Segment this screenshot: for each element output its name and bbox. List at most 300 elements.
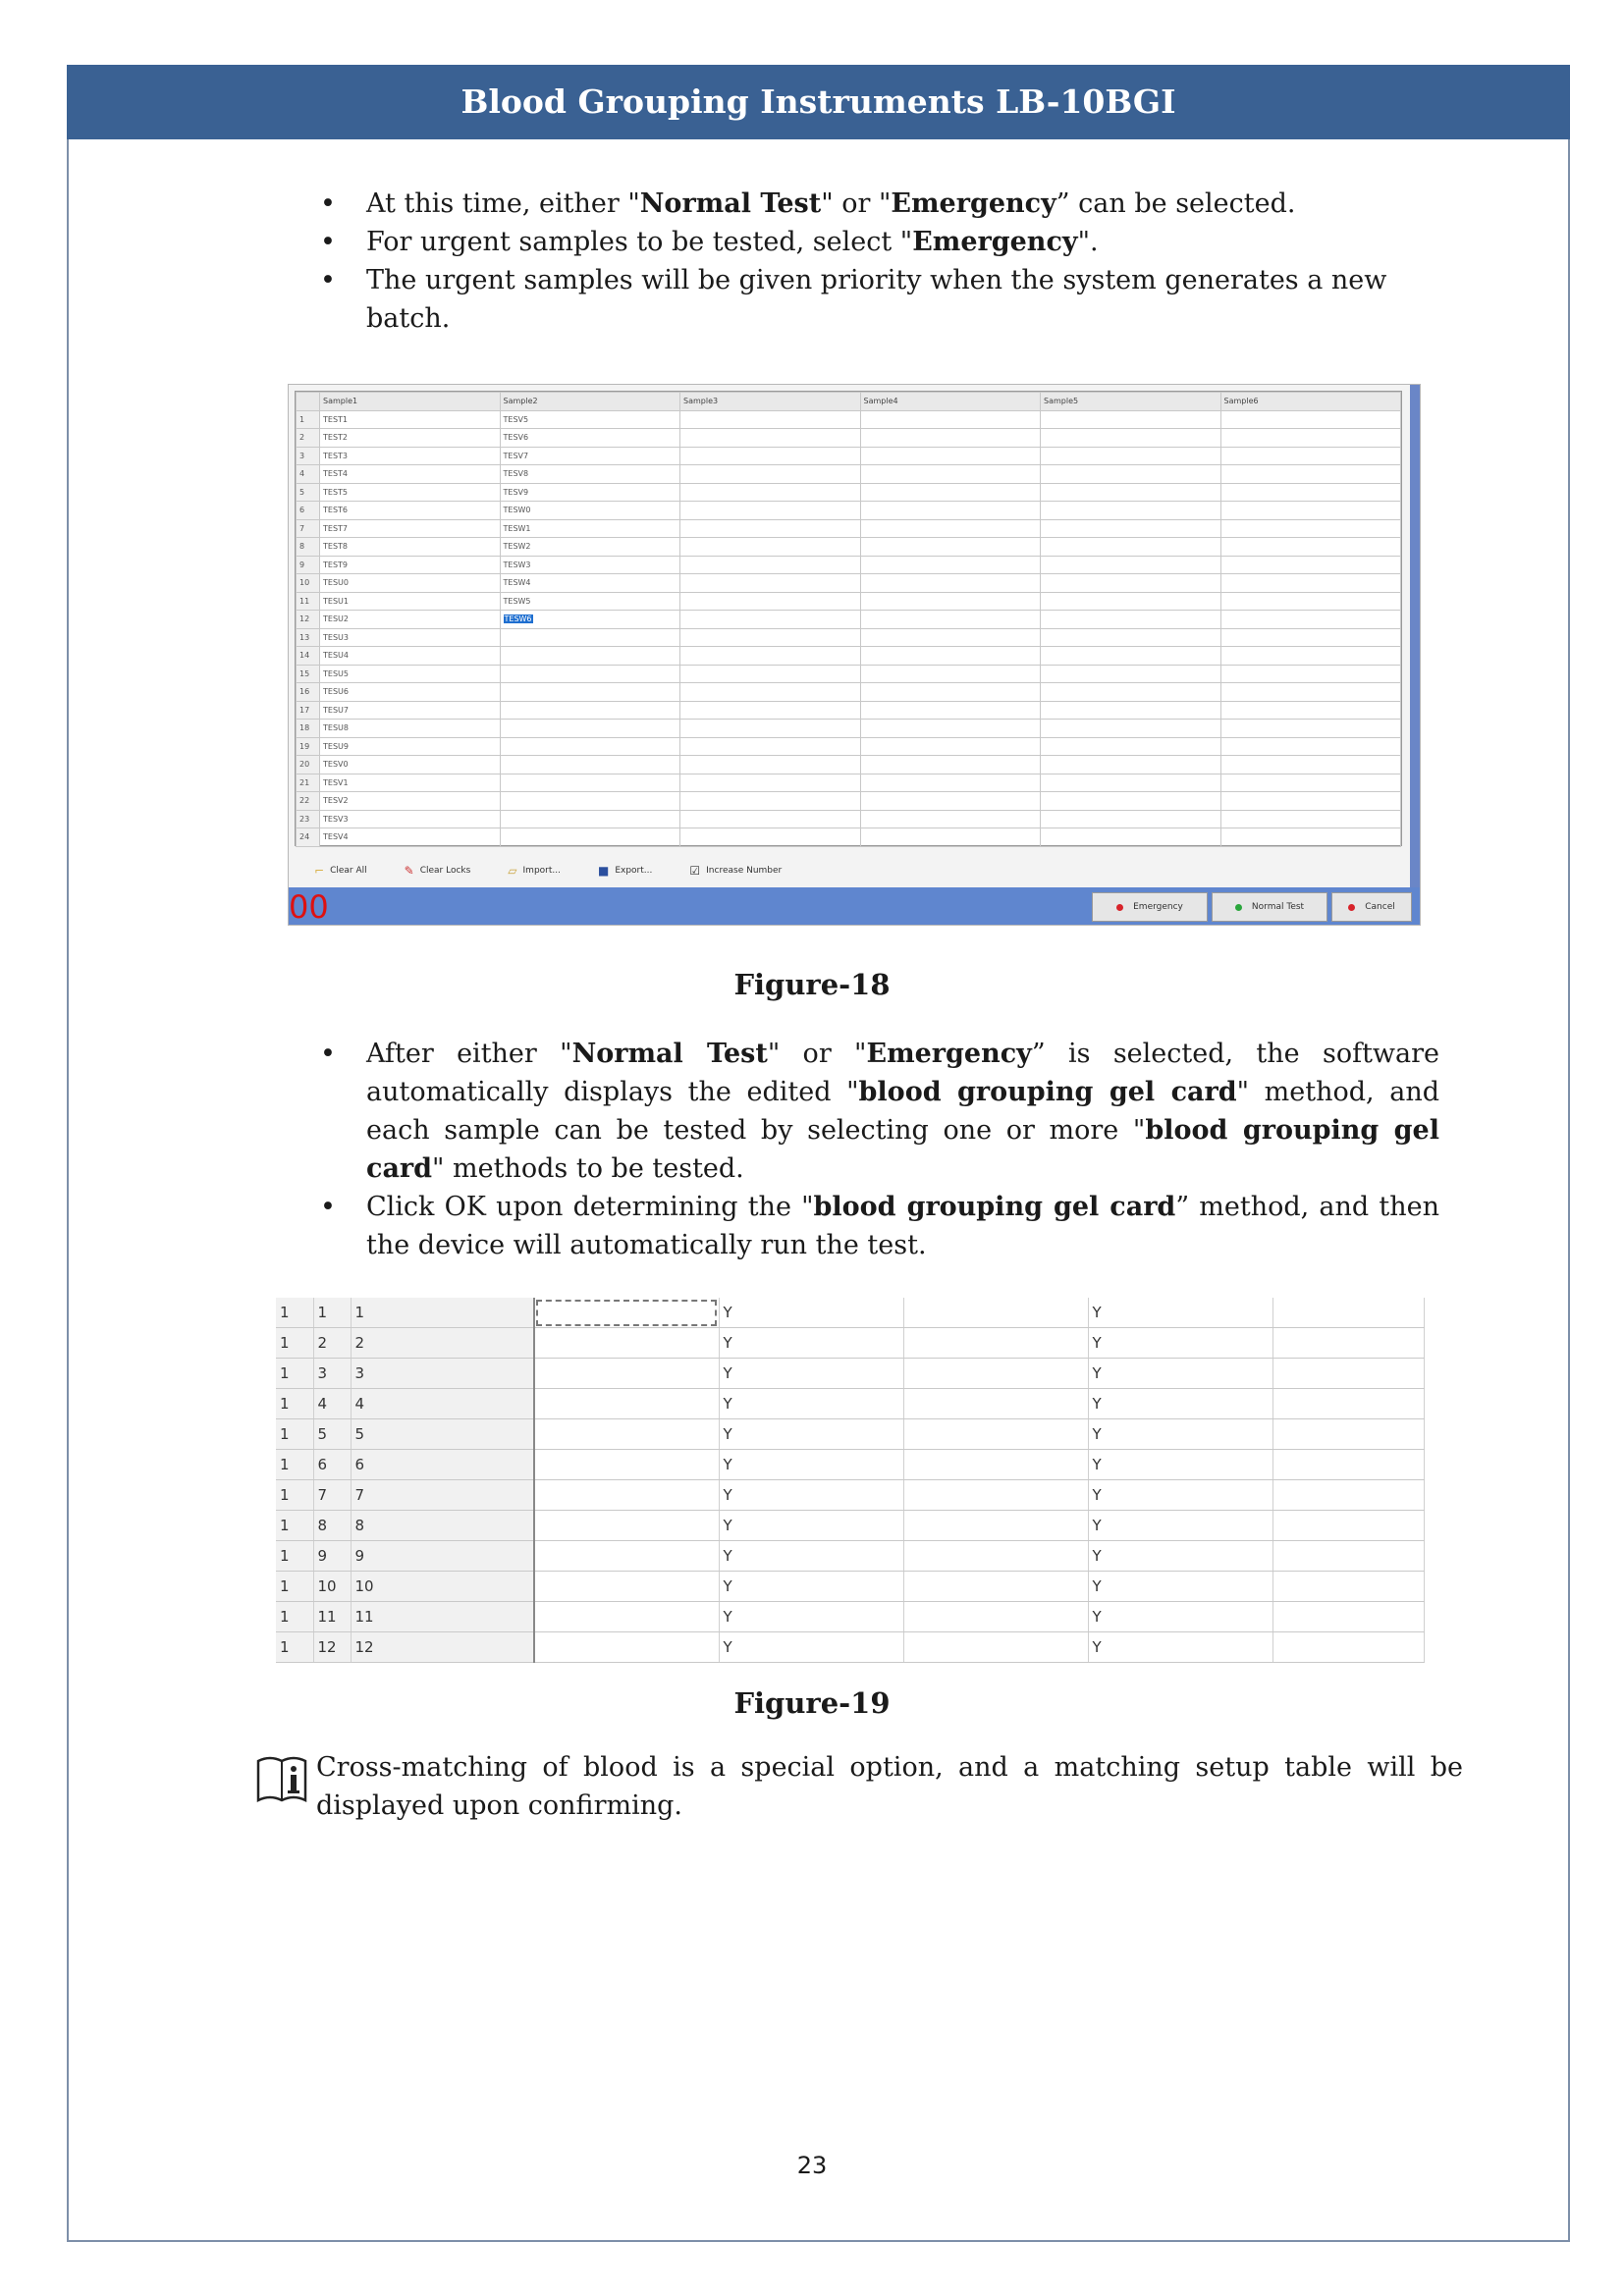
bullet-method-display: • After either "Normal Test" or "Emergency” is selected, the software automatically displays the edited "blood grouping gel card" method, and each sample can be tested by selecting one or more "blood grouping gel card" methods to be tested. [320,1035,1439,1188]
sample-cell[interactable] [1041,592,1221,611]
method-cell[interactable]: Y [719,1419,903,1450]
sample-cell[interactable] [1220,756,1401,774]
row-number[interactable]: 14 [297,647,320,666]
method-cell[interactable]: 12 [351,1632,534,1663]
sample-row [297,665,1401,683]
column-header[interactable]: Sample2 [500,393,680,411]
sample-cell[interactable]: TESU8 [320,720,501,738]
sample-cell[interactable] [860,665,1041,683]
row-number[interactable]: 20 [297,756,320,774]
method-table [276,1298,1425,1663]
sample-cell[interactable] [860,574,1041,593]
sample-cell[interactable] [680,756,861,774]
sample-cell[interactable] [1041,483,1221,502]
sample-cell[interactable]: TESW4 [500,574,680,593]
sample-cell[interactable] [860,519,1041,538]
method-cell[interactable]: Y [719,1572,903,1602]
method-cell[interactable]: 1 [351,1298,534,1328]
method-row [276,1602,1425,1632]
method-cell[interactable]: 10 [313,1572,351,1602]
sample-cell[interactable] [500,701,680,720]
method-cell[interactable]: Y [719,1359,903,1389]
sample-cell[interactable] [680,647,861,666]
sample-row [297,556,1401,574]
sample-cell[interactable] [680,574,861,593]
method-cell[interactable] [1272,1572,1425,1602]
method-cell[interactable] [534,1419,719,1450]
sample-cell[interactable] [680,556,861,574]
unlock-icon: ✎ [404,864,414,878]
method-cell[interactable]: 2 [313,1328,351,1359]
sample-cell[interactable] [500,756,680,774]
sample-row [297,447,1401,465]
method-cell[interactable] [903,1632,1088,1663]
sample-cell[interactable] [1220,502,1401,520]
sample-cell[interactable] [680,628,861,647]
sample-cell[interactable] [1220,447,1401,465]
sample-cell[interactable] [860,810,1041,828]
sample-cell[interactable] [500,774,680,792]
method-cell[interactable]: 1 [276,1480,313,1511]
method-cell[interactable] [534,1511,719,1541]
sample-cell[interactable] [1041,828,1221,847]
sample-cell[interactable] [1041,720,1221,738]
sample-cell[interactable]: TEST5 [320,483,501,502]
sample-cell[interactable] [1041,628,1221,647]
method-cell[interactable] [1272,1480,1425,1511]
method-cell[interactable] [903,1359,1088,1389]
method-cell[interactable] [903,1541,1088,1572]
method-cell[interactable]: 6 [351,1450,534,1480]
sample-cell[interactable]: TEST7 [320,519,501,538]
method-cell[interactable] [1272,1632,1425,1663]
sample-cell[interactable]: TESV1 [320,774,501,792]
sample-cell[interactable] [1220,628,1401,647]
sample-cell[interactable]: TESU9 [320,737,501,756]
method-cell[interactable] [1272,1359,1425,1389]
method-cell[interactable]: Y [1088,1389,1272,1419]
sample-cell[interactable] [680,502,861,520]
column-header[interactable]: Sample1 [320,393,501,411]
method-cell[interactable]: Y [1088,1480,1272,1511]
sample-cell[interactable] [1041,665,1221,683]
method-cell[interactable]: 12 [313,1632,351,1663]
method-cell[interactable] [1272,1298,1425,1328]
method-cell[interactable]: Y [719,1511,903,1541]
sample-cell[interactable]: TESV6 [500,429,680,448]
sample-cell[interactable]: TESW1 [500,519,680,538]
method-cell[interactable]: 1 [276,1389,313,1419]
method-cell[interactable] [903,1511,1088,1541]
sample-cell[interactable] [860,465,1041,484]
sample-cell[interactable]: TESU3 [320,628,501,647]
method-cell[interactable] [903,1298,1088,1328]
sample-cell[interactable] [860,828,1041,847]
method-cell[interactable]: Y [1088,1572,1272,1602]
row-number[interactable]: 5 [297,483,320,502]
row-number[interactable]: 7 [297,519,320,538]
method-cell[interactable] [1272,1419,1425,1450]
method-cell[interactable] [1272,1541,1425,1572]
sample-cell[interactable] [500,611,680,629]
sample-cell[interactable]: TESW0 [500,502,680,520]
method-cell[interactable]: Y [719,1480,903,1511]
method-cell[interactable]: 1 [276,1632,313,1663]
sample-cell[interactable] [500,828,680,847]
vertical-scrollbar[interactable] [1410,385,1420,887]
method-cell[interactable]: Y [1088,1511,1272,1541]
method-cell[interactable]: 1 [276,1359,313,1389]
sample-cell[interactable] [1220,556,1401,574]
method-cell[interactable]: 9 [313,1541,351,1572]
row-number[interactable]: 10 [297,574,320,593]
sample-cell[interactable]: TESU0 [320,574,501,593]
method-cell[interactable]: Y [1088,1359,1272,1389]
sample-cell[interactable] [500,720,680,738]
sample-cell[interactable] [860,628,1041,647]
method-cell[interactable] [534,1632,719,1663]
method-cell[interactable] [903,1572,1088,1602]
clear-all-button[interactable]: ⌐ Clear All [314,864,367,878]
sample-cell[interactable] [1220,720,1401,738]
row-number[interactable]: 3 [297,447,320,465]
sample-cell[interactable]: TESW3 [500,556,680,574]
method-cell[interactable]: Y [719,1389,903,1419]
sample-cell[interactable] [680,810,861,828]
figure-19-caption: Figure-19 [733,1686,891,1720]
row-number[interactable]: 13 [297,628,320,647]
sample-cell[interactable] [860,502,1041,520]
sample-cell[interactable] [1041,611,1221,629]
normal-test-button[interactable]: Normal Test [1212,892,1327,922]
sample-cell[interactable] [680,792,861,811]
info-book-icon [252,1751,311,1808]
sample-cell[interactable] [860,720,1041,738]
sample-cell[interactable] [500,647,680,666]
method-cell[interactable]: 3 [351,1359,534,1389]
method-cell[interactable]: 10 [351,1572,534,1602]
sample-cell[interactable] [680,737,861,756]
sample-cell[interactable] [860,592,1041,611]
method-cell[interactable]: 4 [351,1389,534,1419]
sample-cell[interactable]: TEST8 [320,538,501,557]
bullets-top [320,185,1439,338]
sample-cell[interactable] [1220,611,1401,629]
method-cell[interactable]: Y [719,1450,903,1480]
method-cell[interactable]: 11 [351,1602,534,1632]
sample-row [297,756,1401,774]
method-cell[interactable] [534,1541,719,1572]
clear-locks-button[interactable]: ✎ Clear Locks [404,864,471,878]
method-cell[interactable]: 5 [351,1419,534,1450]
sample-cell[interactable]: TESV0 [320,756,501,774]
sample-cell[interactable]: TESW5 [500,592,680,611]
sample-cell[interactable] [1220,701,1401,720]
method-cell[interactable] [534,1572,719,1602]
sample-cell[interactable] [1220,792,1401,811]
sample-cell[interactable] [1041,737,1221,756]
sample-cell[interactable] [680,592,861,611]
method-cell[interactable]: Y [1088,1602,1272,1632]
figure-18-caption: Figure-18 [733,968,891,1001]
sample-cell[interactable] [1220,519,1401,538]
sample-cell[interactable] [860,756,1041,774]
method-cell[interactable] [1272,1328,1425,1359]
method-cell[interactable] [903,1419,1088,1450]
sample-cell[interactable] [500,737,680,756]
method-cell[interactable]: 4 [313,1389,351,1419]
method-cell[interactable]: 1 [276,1602,313,1632]
sample-cell[interactable] [680,519,861,538]
sample-cell[interactable] [860,774,1041,792]
method-cell[interactable] [1272,1389,1425,1419]
sample-cell[interactable] [1041,410,1221,429]
sample-cell[interactable] [1041,701,1221,720]
import-button[interactable]: ▱ Import... [508,864,561,878]
method-cell[interactable]: 1 [313,1298,351,1328]
method-cell[interactable] [534,1602,719,1632]
method-cell[interactable]: Y [1088,1450,1272,1480]
sample-cell[interactable] [860,538,1041,557]
method-cell[interactable]: Y [1088,1632,1272,1663]
sample-cell[interactable]: TESW2 [500,538,680,557]
sample-row [297,701,1401,720]
method-cell[interactable]: Y [719,1298,903,1328]
sample-cell[interactable] [680,483,861,502]
sample-cell[interactable]: TEST1 [320,410,501,429]
row-number[interactable]: 23 [297,810,320,828]
row-number[interactable]: 21 [297,774,320,792]
sample-cell[interactable] [500,792,680,811]
row-number[interactable]: 9 [297,556,320,574]
sample-cell[interactable]: TEST6 [320,502,501,520]
method-cell[interactable]: 11 [313,1602,351,1632]
method-cell[interactable]: Y [719,1632,903,1663]
row-number[interactable]: 16 [297,683,320,702]
sample-cell[interactable] [1220,574,1401,593]
row-number[interactable]: 2 [297,429,320,448]
sample-cell[interactable]: TESV4 [320,828,501,847]
method-cell[interactable]: 1 [276,1298,313,1328]
sample-cell[interactable]: TESU4 [320,647,501,666]
sample-cell[interactable] [1220,483,1401,502]
sample-cell[interactable] [1220,410,1401,429]
sample-cell[interactable] [1220,683,1401,702]
row-number[interactable]: 17 [297,701,320,720]
method-cell[interactable]: Y [1088,1419,1272,1450]
sample-cell[interactable] [860,429,1041,448]
sample-cell[interactable]: TESV7 [500,447,680,465]
sample-cell[interactable]: TESU5 [320,665,501,683]
red-dot-icon [1116,904,1123,911]
method-cell[interactable] [534,1298,719,1328]
method-cell[interactable]: 7 [351,1480,534,1511]
sample-cell[interactable] [860,647,1041,666]
method-cell[interactable]: Y [719,1541,903,1572]
sample-cell[interactable] [680,410,861,429]
sample-cell[interactable] [1041,792,1221,811]
method-cell[interactable] [903,1450,1088,1480]
sample-cell[interactable] [680,665,861,683]
sample-cell[interactable] [1041,447,1221,465]
sample-cell[interactable]: TEST9 [320,556,501,574]
sample-cell[interactable] [1041,774,1221,792]
sample-cell[interactable] [1220,737,1401,756]
sample-cell[interactable] [680,701,861,720]
column-header[interactable]: Sample6 [1220,393,1401,411]
sample-cell[interactable] [860,410,1041,429]
broom-icon: ⌐ [314,864,325,878]
sample-cell[interactable] [680,828,861,847]
sample-cell[interactable] [1041,574,1221,593]
method-cell[interactable] [534,1389,719,1419]
method-cell[interactable] [903,1602,1088,1632]
method-cell[interactable] [1272,1602,1425,1632]
sample-cell[interactable] [500,665,680,683]
sample-cell[interactable] [680,465,861,484]
sample-row [297,628,1401,647]
sample-cell[interactable] [860,737,1041,756]
sample-cell[interactable] [1220,810,1401,828]
method-row [276,1389,1425,1419]
sample-cell[interactable] [1041,465,1221,484]
row-number[interactable]: 18 [297,720,320,738]
method-cell[interactable]: 1 [276,1328,313,1359]
sample-cell[interactable] [1041,810,1221,828]
sample-cell[interactable] [1041,519,1221,538]
sample-cell[interactable] [1220,429,1401,448]
method-cell[interactable]: 1 [276,1541,313,1572]
sample-cell[interactable]: TESV5 [500,410,680,429]
column-header[interactable]: Sample4 [860,393,1041,411]
sample-cell[interactable] [500,683,680,702]
method-cell[interactable]: 2 [351,1328,534,1359]
column-header[interactable]: Sample5 [1041,393,1221,411]
increase-number-checkbox[interactable]: ☑ Increase Number [689,864,783,878]
sample-cell[interactable]: TESU7 [320,701,501,720]
row-number[interactable]: 22 [297,792,320,811]
sample-cell[interactable]: TESV3 [320,810,501,828]
method-cell[interactable]: 1 [276,1450,313,1480]
method-cell[interactable] [903,1480,1088,1511]
sample-cell[interactable] [1220,647,1401,666]
sample-cell[interactable] [680,774,861,792]
method-cell[interactable] [1272,1511,1425,1541]
method-cell[interactable]: 5 [313,1419,351,1450]
row-number[interactable]: 11 [297,592,320,611]
row-number[interactable]: 19 [297,737,320,756]
method-cell[interactable] [903,1328,1088,1359]
row-number[interactable]: 15 [297,665,320,683]
sample-cell[interactable]: TEST4 [320,465,501,484]
cancel-icon [1348,904,1355,911]
row-number[interactable]: 6 [297,502,320,520]
sample-cell[interactable] [860,701,1041,720]
row-number[interactable]: 24 [297,828,320,847]
sample-cell[interactable] [1041,756,1221,774]
sample-cell[interactable] [860,556,1041,574]
sample-cell[interactable] [680,720,861,738]
method-cell[interactable] [903,1389,1088,1419]
sample-cell[interactable] [1220,665,1401,683]
column-header[interactable]: Sample3 [680,393,861,411]
sample-cell[interactable] [1220,828,1401,847]
sample-cell[interactable] [500,628,680,647]
sample-cell[interactable]: TESV8 [500,465,680,484]
sample-cell[interactable] [1041,429,1221,448]
row-number[interactable]: 4 [297,465,320,484]
sample-cell[interactable]: TESV2 [320,792,501,811]
method-cell[interactable] [1272,1450,1425,1480]
sample-cell[interactable] [860,792,1041,811]
method-cell[interactable]: 1 [276,1419,313,1450]
method-cell[interactable]: Y [719,1328,903,1359]
method-cell[interactable]: 9 [351,1541,534,1572]
sample-cell[interactable]: TESU1 [320,592,501,611]
method-cell[interactable]: 6 [313,1450,351,1480]
export-button[interactable]: ■ Export... [597,864,653,878]
sample-table [296,392,1401,847]
sample-cell[interactable] [680,538,861,557]
method-cell[interactable] [534,1328,719,1359]
sample-cell[interactable] [860,683,1041,702]
sample-cell[interactable] [1041,556,1221,574]
sample-cell[interactable] [680,429,861,448]
sample-cell[interactable]: TESV9 [500,483,680,502]
row-number[interactable]: 12 [297,611,320,629]
method-cell[interactable] [534,1450,719,1480]
sample-cell[interactable] [860,611,1041,629]
method-cell[interactable]: Y [719,1602,903,1632]
sample-cell[interactable] [1220,465,1401,484]
method-cell[interactable]: 1 [276,1511,313,1541]
method-cell[interactable]: Y [1088,1328,1272,1359]
sample-cell[interactable] [1220,592,1401,611]
sample-cell[interactable]: TESU6 [320,683,501,702]
emergency-button[interactable]: Emergency [1092,892,1208,922]
sample-cell[interactable] [1041,502,1221,520]
sample-cell[interactable] [860,483,1041,502]
sample-cell[interactable] [1041,538,1221,557]
method-cell[interactable] [534,1480,719,1511]
sample-cell[interactable] [1041,647,1221,666]
sample-row [297,720,1401,738]
method-cell[interactable] [534,1359,719,1389]
sample-cell[interactable]: TESU2 [320,611,501,629]
method-cell[interactable]: 3 [313,1359,351,1389]
sample-cell[interactable] [1220,538,1401,557]
row-number[interactable]: 8 [297,538,320,557]
cancel-button[interactable]: Cancel [1331,892,1412,922]
sample-cell[interactable] [860,447,1041,465]
method-cell[interactable]: 1 [276,1572,313,1602]
sample-cell[interactable] [680,683,861,702]
sample-cell[interactable] [680,611,861,629]
sample-cell[interactable]: TEST3 [320,447,501,465]
method-cell[interactable]: 8 [351,1511,534,1541]
sample-row [297,592,1401,611]
method-cell[interactable]: Y [1088,1541,1272,1572]
sample-cell[interactable] [500,810,680,828]
sample-cell[interactable] [680,447,861,465]
method-cell[interactable]: 8 [313,1511,351,1541]
sample-cell[interactable] [1220,774,1401,792]
row-number[interactable]: 1 [297,410,320,429]
method-cell[interactable]: Y [1088,1298,1272,1328]
sample-cell[interactable]: TEST2 [320,429,501,448]
sample-cell[interactable] [1041,683,1221,702]
method-cell[interactable]: 7 [313,1480,351,1511]
